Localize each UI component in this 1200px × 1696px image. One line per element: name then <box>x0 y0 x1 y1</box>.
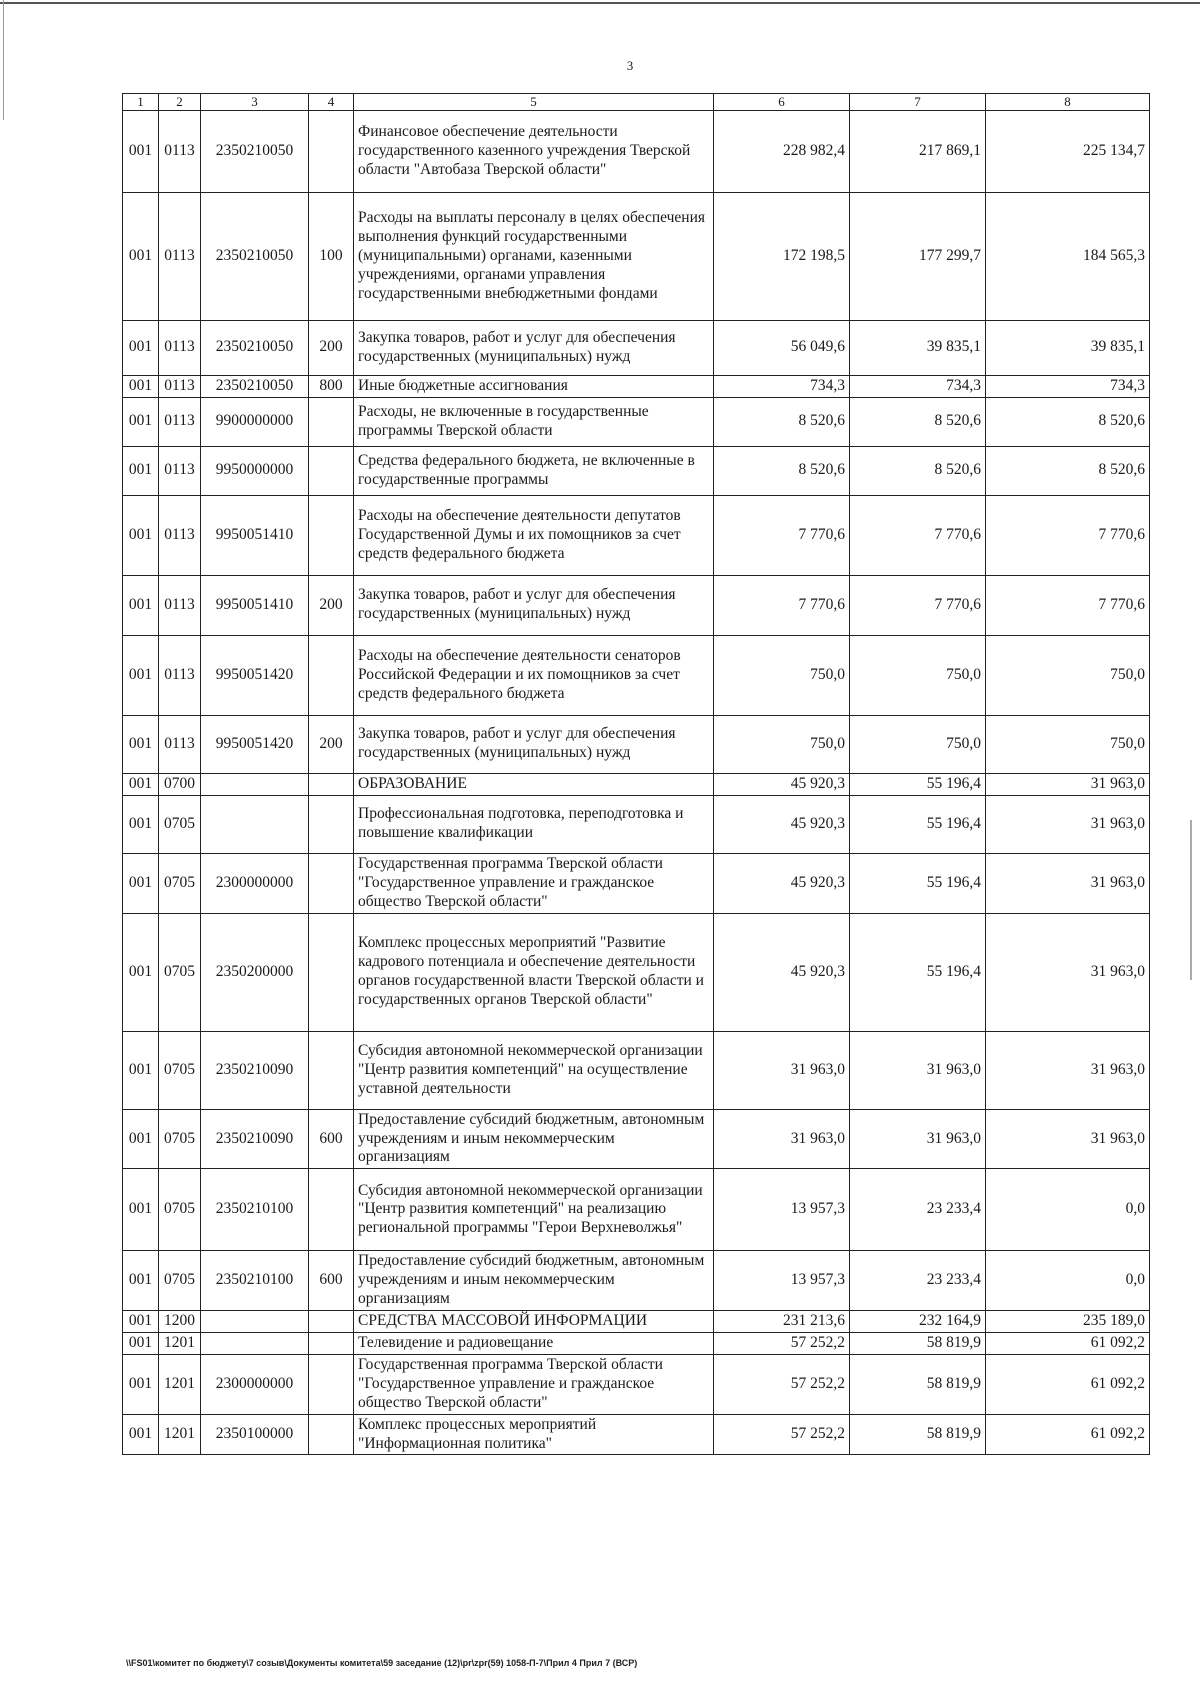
ministry-code-cell: 001 <box>123 1354 159 1414</box>
section-code-cell: 0705 <box>159 1031 201 1109</box>
amount-year2-cell: 55 196,4 <box>850 853 986 913</box>
amount-year3-cell: 31 963,0 <box>986 795 1150 853</box>
expense-type-code-cell <box>309 773 354 795</box>
col-header: 3 <box>201 94 309 111</box>
target-article-code-cell: 9950000000 <box>201 446 309 495</box>
section-code-cell: 1201 <box>159 1333 201 1355</box>
col-header: 1 <box>123 94 159 111</box>
section-code-cell: 1201 <box>159 1414 201 1455</box>
expense-type-code-cell: 200 <box>309 715 354 773</box>
amount-year1-cell: 31 963,0 <box>714 1109 850 1169</box>
section-code-cell: 0113 <box>159 397 201 446</box>
table-row <box>123 320 1150 375</box>
amount-year2-cell: 55 196,4 <box>850 773 986 795</box>
expense-type-code-cell <box>309 913 354 1031</box>
description-cell: Субсидия автономной некоммерческой организации "Центр развития компетенций" на реализацию региональной программы "Герои Верхневолжья" <box>354 1169 714 1251</box>
section-code-cell: 0705 <box>159 1169 201 1251</box>
amount-year3-cell: 61 092,2 <box>986 1414 1150 1455</box>
table-row <box>123 1311 1150 1333</box>
section-code-cell: 0113 <box>159 635 201 715</box>
budget-table <box>122 93 1150 1455</box>
description-cell: Государственная программа Тверской области "Государственное управление и гражданское общество Тверской области" <box>354 1354 714 1414</box>
section-code-cell: 0113 <box>159 446 201 495</box>
target-article-code-cell: 2350200000 <box>201 913 309 1031</box>
amount-year2-cell: 750,0 <box>850 715 986 773</box>
amount-year2-cell: 23 233,4 <box>850 1251 986 1311</box>
description-cell: Расходы на выплаты персоналу в целях обеспечения выполнения функций государственными (муниципальными) органами, казенными учреждениями, органами управления государственными внебюджетными фондами <box>354 192 714 320</box>
amount-year3-cell: 31 963,0 <box>986 913 1150 1031</box>
description-cell: Профессиональная подготовка, переподготовка и повышение квалификации <box>354 795 714 853</box>
description-cell: Финансовое обеспечение деятельности государственного казенного учреждения Тверской области "Автобаза Тверской области" <box>354 110 714 192</box>
target-article-code-cell <box>201 773 309 795</box>
expense-type-code-cell <box>309 795 354 853</box>
amount-year2-cell: 7 770,6 <box>850 495 986 575</box>
amount-year3-cell: 61 092,2 <box>986 1354 1150 1414</box>
target-article-code-cell: 9950051420 <box>201 635 309 715</box>
target-article-code-cell <box>201 1311 309 1333</box>
amount-year1-cell: 57 252,2 <box>714 1414 850 1455</box>
amount-year1-cell: 57 252,2 <box>714 1333 850 1355</box>
target-article-code-cell: 2350210090 <box>201 1031 309 1109</box>
table-row <box>123 397 1150 446</box>
amount-year2-cell: 55 196,4 <box>850 795 986 853</box>
section-code-cell: 0705 <box>159 853 201 913</box>
target-article-code-cell: 2350100000 <box>201 1414 309 1455</box>
table-row <box>123 1354 1150 1414</box>
table-row <box>123 1333 1150 1355</box>
ministry-code-cell: 001 <box>123 192 159 320</box>
amount-year1-cell: 13 957,3 <box>714 1169 850 1251</box>
ministry-code-cell: 001 <box>123 1109 159 1169</box>
section-code-cell: 0113 <box>159 575 201 635</box>
table-row <box>123 192 1150 320</box>
description-cell: Комплекс процессных мероприятий "Развитие кадрового потенциала и обеспечение деятельности органов государственной власти Тверской области и государственных органов Тверской области" <box>354 913 714 1031</box>
amount-year3-cell: 31 963,0 <box>986 773 1150 795</box>
table-row <box>123 853 1150 913</box>
section-code-cell: 0700 <box>159 773 201 795</box>
amount-year1-cell: 7 770,6 <box>714 495 850 575</box>
amount-year3-cell: 8 520,6 <box>986 446 1150 495</box>
expense-type-code-cell: 600 <box>309 1109 354 1169</box>
description-cell: СРЕДСТВА МАССОВОЙ ИНФОРМАЦИИ <box>354 1311 714 1333</box>
ministry-code-cell: 001 <box>123 1169 159 1251</box>
expense-type-code-cell: 800 <box>309 375 354 397</box>
amount-year2-cell: 58 819,9 <box>850 1354 986 1414</box>
amount-year3-cell: 61 092,2 <box>986 1333 1150 1355</box>
target-article-code-cell: 2300000000 <box>201 1354 309 1414</box>
expense-type-code-cell <box>309 1031 354 1109</box>
amount-year1-cell: 13 957,3 <box>714 1251 850 1311</box>
expense-type-code-cell <box>309 397 354 446</box>
description-cell: Комплекс процессных мероприятий "Информационная политика" <box>354 1414 714 1455</box>
ministry-code-cell: 001 <box>123 1251 159 1311</box>
table-row <box>123 375 1150 397</box>
footer-file-path: \\FS01\комитет по бюджету\7 созыв\Документы комитета\59 заседание (12)\pr\zpr(59) 1058-П-7\Прил 4 Прил 7 (ВСР) <box>126 1658 638 1668</box>
expense-type-code-cell <box>309 495 354 575</box>
ministry-code-cell: 001 <box>123 1311 159 1333</box>
expense-type-code-cell: 200 <box>309 575 354 635</box>
description-cell: Предоставление субсидий бюджетным, автономным учреждениям и иным некоммерческим организациям <box>354 1109 714 1169</box>
amount-year3-cell: 734,3 <box>986 375 1150 397</box>
table-row <box>123 715 1150 773</box>
amount-year1-cell: 750,0 <box>714 635 850 715</box>
target-article-code-cell: 9900000000 <box>201 397 309 446</box>
amount-year1-cell: 45 920,3 <box>714 795 850 853</box>
section-code-cell: 0113 <box>159 715 201 773</box>
col-header: 4 <box>309 94 354 111</box>
table-row <box>123 913 1150 1031</box>
scan-edge-left <box>3 0 4 120</box>
amount-year1-cell: 8 520,6 <box>714 397 850 446</box>
ministry-code-cell: 001 <box>123 375 159 397</box>
section-code-cell: 0113 <box>159 375 201 397</box>
expense-type-code-cell: 200 <box>309 320 354 375</box>
section-code-cell: 1200 <box>159 1311 201 1333</box>
ministry-code-cell: 001 <box>123 1414 159 1455</box>
amount-year1-cell: 31 963,0 <box>714 1031 850 1109</box>
ministry-code-cell: 001 <box>123 773 159 795</box>
expense-type-code-cell <box>309 635 354 715</box>
amount-year2-cell: 7 770,6 <box>850 575 986 635</box>
amount-year3-cell: 31 963,0 <box>986 1031 1150 1109</box>
table-row <box>123 575 1150 635</box>
section-code-cell: 1201 <box>159 1354 201 1414</box>
amount-year3-cell: 31 963,0 <box>986 853 1150 913</box>
description-cell: Расходы, не включенные в государственные программы Тверской области <box>354 397 714 446</box>
amount-year2-cell: 217 869,1 <box>850 110 986 192</box>
amount-year2-cell: 177 299,7 <box>850 192 986 320</box>
ministry-code-cell: 001 <box>123 495 159 575</box>
section-code-cell: 0705 <box>159 795 201 853</box>
section-code-cell: 0113 <box>159 320 201 375</box>
expense-type-code-cell <box>309 1414 354 1455</box>
amount-year3-cell: 750,0 <box>986 635 1150 715</box>
expense-type-code-cell <box>309 1354 354 1414</box>
expense-type-code-cell <box>309 446 354 495</box>
amount-year2-cell: 55 196,4 <box>850 913 986 1031</box>
scan-edge-top <box>0 2 1200 4</box>
expense-type-code-cell <box>309 1311 354 1333</box>
amount-year2-cell: 8 520,6 <box>850 446 986 495</box>
amount-year3-cell: 750,0 <box>986 715 1150 773</box>
table-row <box>123 1169 1150 1251</box>
expense-type-code-cell <box>309 1333 354 1355</box>
table-row <box>123 110 1150 192</box>
target-article-code-cell <box>201 1333 309 1355</box>
scan-edge-right <box>1190 820 1192 980</box>
col-header: 5 <box>354 94 714 111</box>
table-row <box>123 635 1150 715</box>
table-row <box>123 795 1150 853</box>
amount-year1-cell: 7 770,6 <box>714 575 850 635</box>
amount-year3-cell: 31 963,0 <box>986 1109 1150 1169</box>
target-article-code-cell: 9950051420 <box>201 715 309 773</box>
target-article-code-cell: 2300000000 <box>201 853 309 913</box>
table-row <box>123 1251 1150 1311</box>
target-article-code-cell <box>201 795 309 853</box>
amount-year1-cell: 228 982,4 <box>714 110 850 192</box>
description-cell: Средства федерального бюджета, не включенные в государственные программы <box>354 446 714 495</box>
description-cell: Субсидия автономной некоммерческой организации "Центр развития компетенций" на осуществление уставной деятельности <box>354 1031 714 1109</box>
amount-year1-cell: 56 049,6 <box>714 320 850 375</box>
target-article-code-cell: 9950051410 <box>201 575 309 635</box>
target-article-code-cell: 2350210050 <box>201 375 309 397</box>
target-article-code-cell: 2350210090 <box>201 1109 309 1169</box>
description-cell: Иные бюджетные ассигнования <box>354 375 714 397</box>
amount-year1-cell: 750,0 <box>714 715 850 773</box>
amount-year2-cell: 232 164,9 <box>850 1311 986 1333</box>
description-cell: Телевидение и радиовещание <box>354 1333 714 1355</box>
ministry-code-cell: 001 <box>123 853 159 913</box>
description-cell: Предоставление субсидий бюджетным, автономным учреждениям и иным некоммерческим организациям <box>354 1251 714 1311</box>
amount-year3-cell: 7 770,6 <box>986 575 1150 635</box>
section-code-cell: 0705 <box>159 913 201 1031</box>
amount-year3-cell: 184 565,3 <box>986 192 1150 320</box>
amount-year2-cell: 31 963,0 <box>850 1031 986 1109</box>
page-number: 3 <box>626 58 634 73</box>
amount-year1-cell: 57 252,2 <box>714 1354 850 1414</box>
expense-type-code-cell <box>309 853 354 913</box>
ministry-code-cell: 001 <box>123 446 159 495</box>
amount-year3-cell: 8 520,6 <box>986 397 1150 446</box>
amount-year3-cell: 39 835,1 <box>986 320 1150 375</box>
description-cell: Расходы на обеспечение деятельности сенаторов Российской Федерации и их помощников за счет средств федерального бюджета <box>354 635 714 715</box>
col-header: 7 <box>850 94 986 111</box>
section-code-cell: 0113 <box>159 192 201 320</box>
expense-type-code-cell <box>309 110 354 192</box>
amount-year2-cell: 23 233,4 <box>850 1169 986 1251</box>
amount-year1-cell: 231 213,6 <box>714 1311 850 1333</box>
ministry-code-cell: 001 <box>123 110 159 192</box>
amount-year2-cell: 39 835,1 <box>850 320 986 375</box>
amount-year2-cell: 31 963,0 <box>850 1109 986 1169</box>
amount-year2-cell: 750,0 <box>850 635 986 715</box>
description-cell: ОБРАЗОВАНИЕ <box>354 773 714 795</box>
description-cell: Расходы на обеспечение деятельности депутатов Государственной Думы и их помощников за счет средств федерального бюджета <box>354 495 714 575</box>
amount-year3-cell: 0,0 <box>986 1169 1150 1251</box>
description-cell: Закупка товаров, работ и услуг для обеспечения государственных (муниципальных) нужд <box>354 575 714 635</box>
col-header: 8 <box>986 94 1150 111</box>
amount-year1-cell: 172 198,5 <box>714 192 850 320</box>
description-cell: Закупка товаров, работ и услуг для обеспечения государственных (муниципальных) нужд <box>354 320 714 375</box>
column-number-row <box>123 94 1150 111</box>
section-code-cell: 0113 <box>159 495 201 575</box>
section-code-cell: 0705 <box>159 1251 201 1311</box>
ministry-code-cell: 001 <box>123 1031 159 1109</box>
amount-year1-cell: 45 920,3 <box>714 773 850 795</box>
expense-type-code-cell: 100 <box>309 192 354 320</box>
target-article-code-cell: 2350210050 <box>201 192 309 320</box>
ministry-code-cell: 001 <box>123 715 159 773</box>
ministry-code-cell: 001 <box>123 913 159 1031</box>
expense-type-code-cell: 600 <box>309 1251 354 1311</box>
ministry-code-cell: 001 <box>123 1333 159 1355</box>
section-code-cell: 0113 <box>159 110 201 192</box>
col-header: 2 <box>159 94 201 111</box>
description-cell: Государственная программа Тверской области "Государственное управление и гражданское общество Тверской области" <box>354 853 714 913</box>
target-article-code-cell: 2350210100 <box>201 1251 309 1311</box>
target-article-code-cell: 9950051410 <box>201 495 309 575</box>
amount-year2-cell: 58 819,9 <box>850 1414 986 1455</box>
amount-year2-cell: 58 819,9 <box>850 1333 986 1355</box>
ministry-code-cell: 001 <box>123 795 159 853</box>
amount-year1-cell: 734,3 <box>714 375 850 397</box>
amount-year3-cell: 7 770,6 <box>986 495 1150 575</box>
target-article-code-cell: 2350210100 <box>201 1169 309 1251</box>
ministry-code-cell: 001 <box>123 397 159 446</box>
target-article-code-cell: 2350210050 <box>201 110 309 192</box>
table-row <box>123 1031 1150 1109</box>
amount-year2-cell: 734,3 <box>850 375 986 397</box>
table-row <box>123 446 1150 495</box>
table-body <box>123 110 1150 1455</box>
section-code-cell: 0705 <box>159 1109 201 1169</box>
ministry-code-cell: 001 <box>123 320 159 375</box>
table-row <box>123 495 1150 575</box>
col-header: 6 <box>714 94 850 111</box>
amount-year2-cell: 8 520,6 <box>850 397 986 446</box>
description-cell: Закупка товаров, работ и услуг для обеспечения государственных (муниципальных) нужд <box>354 715 714 773</box>
target-article-code-cell: 2350210050 <box>201 320 309 375</box>
amount-year1-cell: 45 920,3 <box>714 913 850 1031</box>
amount-year1-cell: 45 920,3 <box>714 853 850 913</box>
ministry-code-cell: 001 <box>123 575 159 635</box>
amount-year3-cell: 235 189,0 <box>986 1311 1150 1333</box>
table-row <box>123 773 1150 795</box>
expense-type-code-cell <box>309 1169 354 1251</box>
table-row <box>123 1414 1150 1455</box>
amount-year3-cell: 225 134,7 <box>986 110 1150 192</box>
table-row <box>123 1109 1150 1169</box>
amount-year3-cell: 0,0 <box>986 1251 1150 1311</box>
ministry-code-cell: 001 <box>123 635 159 715</box>
amount-year1-cell: 8 520,6 <box>714 446 850 495</box>
